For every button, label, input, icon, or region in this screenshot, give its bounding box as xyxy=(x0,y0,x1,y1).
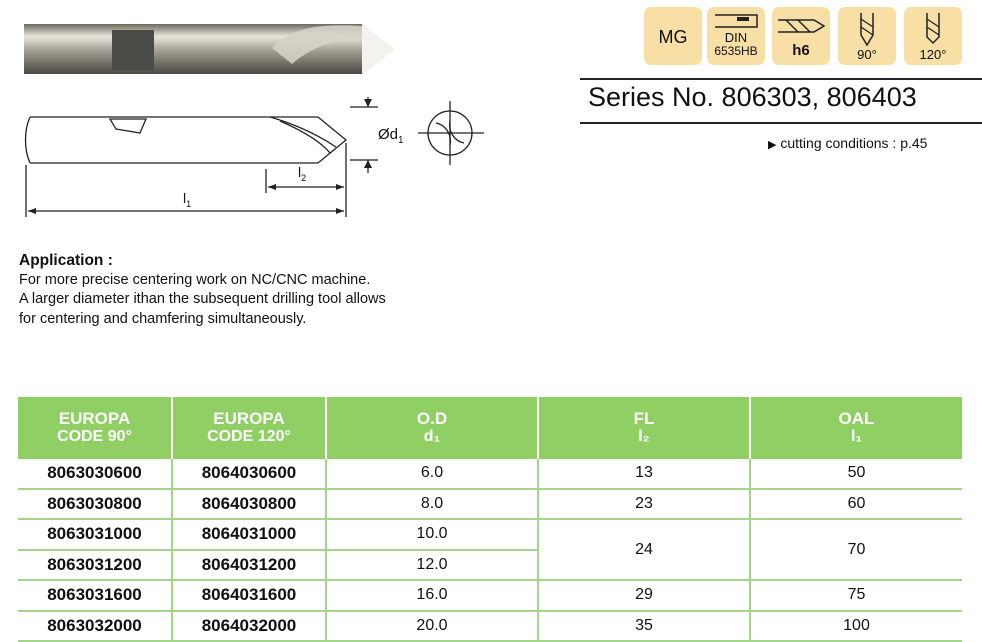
drill-side-icon xyxy=(776,12,826,36)
od-cell: 6.0 xyxy=(326,459,538,489)
table-header-row xyxy=(18,397,962,459)
oal-cell: 100 xyxy=(750,611,962,642)
application-section xyxy=(19,251,386,329)
header-code-120: EUROPA CODE 120° xyxy=(172,397,326,459)
header-fl: FL l₂ xyxy=(538,397,750,459)
cutting-conditions-text: cutting conditions : p.45 xyxy=(780,135,928,151)
od-cell: 10.0 xyxy=(326,519,538,550)
code-120-cell: 8064031600 xyxy=(172,580,326,611)
oal-cell: 60 xyxy=(750,489,962,520)
application-line: For more precise centering work on NC/CNC machine. xyxy=(19,271,371,288)
code-90-cell: 8063031200 xyxy=(18,550,172,581)
application-heading: Application : xyxy=(19,252,113,269)
code-90-cell: 8063031600 xyxy=(18,580,172,611)
tool-drawing xyxy=(18,95,488,225)
header-code-90: EUROPA CODE 90° xyxy=(18,397,172,459)
code-120-cell: 8064032000 xyxy=(172,611,326,642)
header-oal: OAL l₁ xyxy=(750,397,962,459)
table-row xyxy=(18,611,962,642)
table-row xyxy=(18,580,962,611)
angle-90-badge: 90° xyxy=(838,7,896,65)
tool-photo xyxy=(22,18,397,80)
l1-label: $l_1$ xyxy=(183,190,192,209)
application-line: A larger diameter ithan the subsequent drilling tool allows xyxy=(19,291,386,307)
od-cell: 16.0 xyxy=(326,580,538,611)
code-120-cell: 8064030600 xyxy=(172,459,326,489)
fl-cell: 23 xyxy=(538,489,750,520)
fl-cell: 13 xyxy=(538,459,750,489)
h6-badge: h6 xyxy=(772,7,830,65)
shank-icon xyxy=(713,13,759,29)
code-90-cell: 8063030800 xyxy=(18,489,172,520)
d1-label: $Ød_1$ xyxy=(378,126,404,146)
din-badge: DIN 6535HB xyxy=(707,7,765,65)
fl-cell: 24 xyxy=(538,519,750,580)
table-row xyxy=(18,459,962,489)
code-120-cell: 8064031200 xyxy=(172,550,326,581)
triangle-right-icon: ▶ xyxy=(768,139,777,151)
series-title: Series No. 806303, 806403 xyxy=(588,82,917,112)
code-120-cell: 8064031000 xyxy=(172,519,326,550)
point-90-icon xyxy=(854,11,880,49)
l2-label: $l_2$ xyxy=(298,164,307,183)
spec-table xyxy=(18,397,962,642)
oal-cell: 50 xyxy=(750,459,962,489)
od-cell: 8.0 xyxy=(326,489,538,520)
cutting-conditions-link[interactable] xyxy=(768,135,927,151)
code-120-cell: 8064030800 xyxy=(172,489,326,520)
table-row xyxy=(18,519,962,550)
od-cell: 20.0 xyxy=(326,611,538,642)
od-cell: 12.0 xyxy=(326,550,538,581)
oal-cell: 75 xyxy=(750,580,962,611)
header-od: O.D d₁ xyxy=(326,397,538,459)
mg-badge: MG xyxy=(644,7,702,65)
code-90-cell: 8063032000 xyxy=(18,611,172,642)
code-90-cell: 8063031000 xyxy=(18,519,172,550)
series-top-rule xyxy=(580,78,982,80)
table-row xyxy=(18,489,962,520)
code-90-cell: 8063030600 xyxy=(18,459,172,489)
point-120-icon xyxy=(920,11,946,49)
angle-120-badge: 120° xyxy=(904,7,962,65)
fl-cell: 29 xyxy=(538,580,750,611)
fl-cell: 35 xyxy=(538,611,750,642)
oal-cell: 70 xyxy=(750,519,962,580)
application-line: for centering and chamfering simultaneously. xyxy=(19,310,307,327)
series-bottom-rule xyxy=(580,122,982,124)
